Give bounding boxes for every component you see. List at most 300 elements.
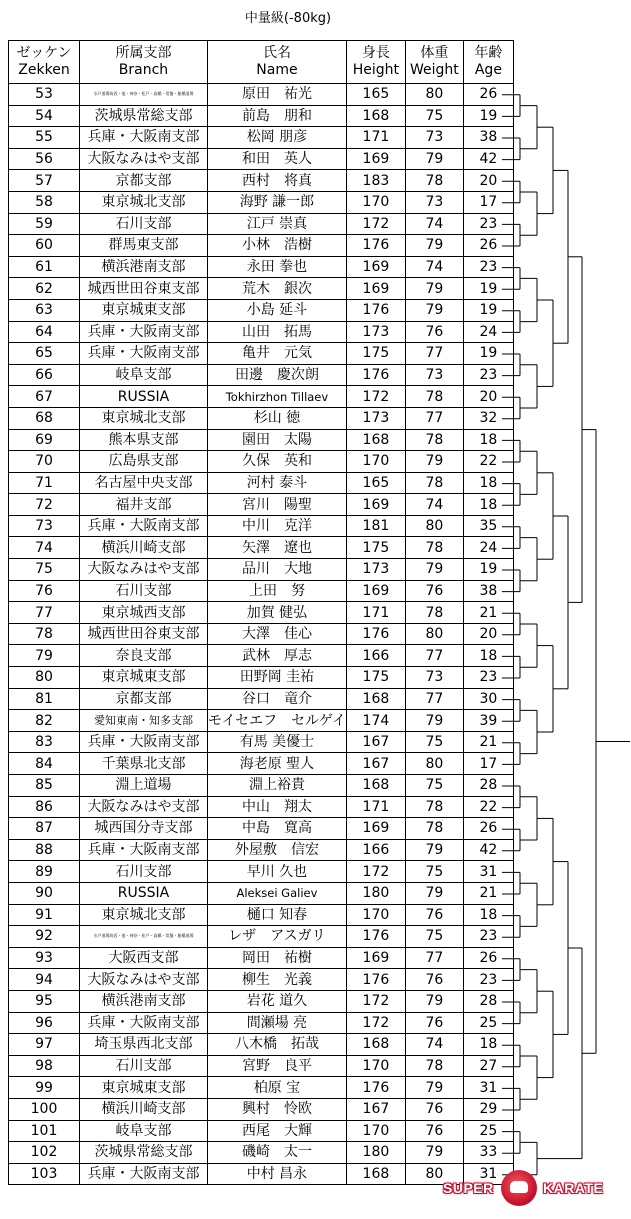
cell-branch: 名古屋中央支部	[80, 472, 208, 494]
cell-name: 田邊 慶次朗	[208, 364, 347, 386]
cell-zekken: 64	[9, 321, 80, 343]
cell-zekken: 89	[9, 861, 80, 883]
cell-name: 岡田 祐樹	[208, 947, 347, 969]
cell-name: 外屋敷 信宏	[208, 839, 347, 861]
cell-name: 磯崎 太一	[208, 1142, 347, 1164]
cell-weight: 74	[405, 1034, 463, 1056]
cell-height: 180	[346, 1142, 405, 1164]
cell-name: 間瀬場 亮	[208, 1012, 347, 1034]
cell-height: 166	[346, 839, 405, 861]
cell-branch: 広島県支部	[80, 451, 208, 473]
cell-zekken: 76	[9, 580, 80, 602]
cell-weight: 77	[405, 947, 463, 969]
cell-zekken: 103	[9, 1163, 80, 1185]
cell-height: 172	[346, 213, 405, 235]
cell-branch: 石川支部	[80, 580, 208, 602]
cell-branch: 大阪なみはや支部	[80, 969, 208, 991]
cell-age: 26	[463, 818, 513, 840]
cell-weight: 76	[405, 1012, 463, 1034]
cell-weight: 78	[405, 1055, 463, 1077]
cell-age: 23	[463, 256, 513, 278]
cell-branch: 石川支部	[80, 1055, 208, 1077]
cell-height: 168	[346, 1163, 405, 1185]
cell-age: 18	[463, 645, 513, 667]
cell-age: 18	[463, 904, 513, 926]
cell-height: 176	[346, 926, 405, 948]
cell-age: 18	[463, 429, 513, 451]
cell-branch: 埼玉県西北支部	[80, 1034, 208, 1056]
cell-zekken: 57	[9, 170, 80, 192]
cell-branch: 茨城県常総支部	[80, 105, 208, 127]
cell-name: Tokhirzhon Tillaev	[208, 386, 347, 408]
cell-height: 168	[346, 429, 405, 451]
cell-name: 矢澤 遼也	[208, 537, 347, 559]
cell-weight: 77	[405, 407, 463, 429]
cell-height: 175	[346, 343, 405, 365]
cell-name: 宮野 良平	[208, 1055, 347, 1077]
cell-name: 淵上裕貴	[208, 775, 347, 797]
title-text: 中量級(-80kg)	[244, 11, 332, 26]
cell-age: 18	[463, 494, 513, 516]
cell-branch: 愛知東南・知多支部	[80, 710, 208, 732]
cell-branch: RUSSIA	[80, 386, 208, 408]
cell-zekken: 101	[9, 1120, 80, 1142]
cell-weight: 73	[405, 667, 463, 689]
cell-age: 28	[463, 775, 513, 797]
cell-height: 176	[346, 299, 405, 321]
cell-weight: 78	[405, 386, 463, 408]
cell-height: 172	[346, 990, 405, 1012]
cell-weight: 79	[405, 451, 463, 473]
cell-branch: 東京城北支部	[80, 904, 208, 926]
cell-age: 19	[463, 343, 513, 365]
cell-branch: 岐阜支部	[80, 1120, 208, 1142]
cell-name: Aleksei Galiev	[208, 882, 347, 904]
cell-name: 河村 泰斗	[208, 472, 347, 494]
cell-branch: 大阪なみはや支部	[80, 796, 208, 818]
header-jp: 年齢	[474, 45, 503, 61]
cell-name: 小島 延斗	[208, 299, 347, 321]
cell-branch: 兵庫・大阪南支部	[80, 127, 208, 149]
cell-zekken: 68	[9, 407, 80, 429]
cell-weight: 78	[405, 818, 463, 840]
cell-height: 170	[346, 1055, 405, 1077]
cell-zekken: 100	[9, 1098, 80, 1120]
cell-age: 33	[463, 1142, 513, 1164]
cell-name: 武林 厚志	[208, 645, 347, 667]
cell-height: 180	[346, 882, 405, 904]
cell-name: 江戸 崇真	[208, 213, 347, 235]
cell-height: 181	[346, 515, 405, 537]
header-jp: 氏名	[262, 45, 291, 61]
cell-name: 大澤 佳心	[208, 623, 347, 645]
cell-zekken: 94	[9, 969, 80, 991]
cell-zekken: 61	[9, 256, 80, 278]
cell-age: 23	[463, 926, 513, 948]
cell-name: 海老原 聖人	[208, 753, 347, 775]
cell-zekken: 75	[9, 559, 80, 581]
cell-branch: 石川支部	[80, 861, 208, 883]
cell-age: 26	[463, 84, 513, 106]
cell-weight: 79	[405, 710, 463, 732]
cell-name: 西尾 大輝	[208, 1120, 347, 1142]
cell-age: 21	[463, 602, 513, 624]
cell-weight: 75	[405, 105, 463, 127]
cell-zekken: 102	[9, 1142, 80, 1164]
cell-branch: 福井支部	[80, 494, 208, 516]
cell-name: 杉山 徳	[208, 407, 347, 429]
cell-weight: 79	[405, 839, 463, 861]
cell-branch: RUSSIA	[80, 882, 208, 904]
header-en: Name	[256, 62, 298, 78]
cell-branch: 水戸道場筑西・他・神奈・松戸・高橋・常盤・船橋道場	[80, 84, 208, 106]
cell-age: 31	[463, 1163, 513, 1185]
cell-branch: 兵庫・大阪南支部	[80, 839, 208, 861]
cell-name: 亀井 元気	[208, 343, 347, 365]
cell-zekken: 81	[9, 688, 80, 710]
cell-zekken: 54	[9, 105, 80, 127]
cell-age: 22	[463, 451, 513, 473]
cell-name: 中村 昌永	[208, 1163, 347, 1185]
cell-weight: 75	[405, 731, 463, 753]
cell-zekken: 96	[9, 1012, 80, 1034]
header-jp: 体重	[420, 45, 449, 61]
cell-height: 168	[346, 688, 405, 710]
cell-name: 海野 謙一郎	[208, 191, 347, 213]
cell-zekken: 66	[9, 364, 80, 386]
cell-zekken: 60	[9, 235, 80, 257]
cell-name: モイセエフ セルゲイ	[208, 710, 347, 732]
cell-age: 21	[463, 731, 513, 753]
cell-branch: 大阪西支部	[80, 947, 208, 969]
cell-age: 25	[463, 1012, 513, 1034]
cell-height: 172	[346, 386, 405, 408]
cell-branch: 岐阜支部	[80, 364, 208, 386]
cell-weight: 80	[405, 1163, 463, 1185]
cell-height: 175	[346, 667, 405, 689]
cell-zekken: 79	[9, 645, 80, 667]
cell-name: 有馬 美優士	[208, 731, 347, 753]
cell-branch: 兵庫・大阪南支部	[80, 731, 208, 753]
cell-height: 172	[346, 861, 405, 883]
cell-branch: 東京城北支部	[80, 191, 208, 213]
header-jp: 身長	[361, 45, 390, 61]
cell-branch: 兵庫・大阪南支部	[80, 1012, 208, 1034]
cell-zekken: 63	[9, 299, 80, 321]
cell-weight: 75	[405, 926, 463, 948]
cell-branch: 京都支部	[80, 170, 208, 192]
cell-weight: 75	[405, 861, 463, 883]
cell-height: 174	[346, 710, 405, 732]
cell-branch: 東京城東支部	[80, 667, 208, 689]
header-en: Zekken	[18, 62, 70, 78]
cell-age: 31	[463, 861, 513, 883]
cell-age: 22	[463, 796, 513, 818]
cell-height: 169	[346, 494, 405, 516]
cell-name: 園田 太陽	[208, 429, 347, 451]
cell-branch: 兵庫・大阪南支部	[80, 515, 208, 537]
cell-height: 169	[346, 580, 405, 602]
header-en: Age	[474, 62, 502, 78]
cell-height: 166	[346, 645, 405, 667]
cell-branch: 兵庫・大阪南支部	[80, 343, 208, 365]
logo-text-right: KARATE	[543, 1180, 604, 1196]
cell-height: 172	[346, 1012, 405, 1034]
cell-name: 山田 拓馬	[208, 321, 347, 343]
cell-branch: 東京城西支部	[80, 602, 208, 624]
cell-name: 田野岡 圭祐	[208, 667, 347, 689]
cell-branch: 城西世田谷東支部	[80, 623, 208, 645]
header-en: Weight	[410, 62, 459, 78]
cell-zekken: 74	[9, 537, 80, 559]
header-en: Height	[352, 62, 400, 78]
cell-height: 169	[346, 947, 405, 969]
header-jp: 所属支部	[115, 45, 172, 61]
cell-branch: 熊本県支部	[80, 429, 208, 451]
cell-branch: 淵上道場	[80, 775, 208, 797]
cell-name: 原田 祐光	[208, 84, 347, 106]
cell-height: 171	[346, 602, 405, 624]
cell-zekken: 80	[9, 667, 80, 689]
cell-age: 30	[463, 688, 513, 710]
header-en: Branch	[118, 62, 169, 78]
cell-branch: 横浜川崎支部	[80, 1098, 208, 1120]
cell-weight: 79	[405, 235, 463, 257]
cell-weight: 75	[405, 775, 463, 797]
cell-height: 167	[346, 1098, 405, 1120]
cell-height: 171	[346, 796, 405, 818]
cell-branch: 兵庫・大阪南支部	[80, 321, 208, 343]
cell-height: 168	[346, 105, 405, 127]
cell-weight: 76	[405, 1098, 463, 1120]
cell-age: 17	[463, 191, 513, 213]
cell-height: 169	[346, 278, 405, 300]
cell-age: 26	[463, 235, 513, 257]
cell-height: 176	[346, 623, 405, 645]
cell-zekken: 59	[9, 213, 80, 235]
cell-age: 18	[463, 472, 513, 494]
cell-branch: 城西国分寺支部	[80, 818, 208, 840]
cell-age: 18	[463, 1034, 513, 1056]
cell-zekken: 72	[9, 494, 80, 516]
cell-height: 168	[346, 775, 405, 797]
cell-height: 165	[346, 472, 405, 494]
cell-height: 169	[346, 818, 405, 840]
cell-branch: 群馬東支部	[80, 235, 208, 257]
cell-weight: 79	[405, 1142, 463, 1164]
cell-name: 谷口 竜介	[208, 688, 347, 710]
cell-zekken: 87	[9, 818, 80, 840]
cell-weight: 74	[405, 256, 463, 278]
cell-height: 169	[346, 148, 405, 170]
cell-age: 32	[463, 407, 513, 429]
cell-zekken: 67	[9, 386, 80, 408]
cell-name: 小林 浩樹	[208, 235, 347, 257]
cell-height: 176	[346, 1077, 405, 1099]
cell-height: 170	[346, 191, 405, 213]
cell-zekken: 92	[9, 926, 80, 948]
cell-zekken: 62	[9, 278, 80, 300]
cell-zekken: 90	[9, 882, 80, 904]
cell-age: 38	[463, 580, 513, 602]
cell-zekken: 73	[9, 515, 80, 537]
cell-zekken: 70	[9, 451, 80, 473]
cell-name: 久保 英和	[208, 451, 347, 473]
cell-age: 42	[463, 148, 513, 170]
cell-weight: 78	[405, 170, 463, 192]
cell-name: 品川 大地	[208, 559, 347, 581]
cell-weight: 80	[405, 753, 463, 775]
cell-name: 松岡 朋彦	[208, 127, 347, 149]
cell-weight: 76	[405, 904, 463, 926]
cell-weight: 74	[405, 213, 463, 235]
cell-weight: 76	[405, 321, 463, 343]
cell-age: 38	[463, 127, 513, 149]
cell-age: 19	[463, 299, 513, 321]
cell-zekken: 77	[9, 602, 80, 624]
cell-weight: 77	[405, 645, 463, 667]
cell-weight: 76	[405, 1120, 463, 1142]
cell-age: 20	[463, 623, 513, 645]
cell-weight: 77	[405, 688, 463, 710]
cell-zekken: 71	[9, 472, 80, 494]
cell-weight: 79	[405, 559, 463, 581]
cell-zekken: 91	[9, 904, 80, 926]
cell-weight: 73	[405, 127, 463, 149]
cell-name: 西村 将真	[208, 170, 347, 192]
cell-height: 171	[346, 127, 405, 149]
cell-age: 39	[463, 710, 513, 732]
cell-weight: 73	[405, 191, 463, 213]
cell-age: 17	[463, 753, 513, 775]
cell-age: 23	[463, 667, 513, 689]
cell-height: 170	[346, 1120, 405, 1142]
cell-height: 168	[346, 1034, 405, 1056]
cell-age: 20	[463, 170, 513, 192]
cell-height: 176	[346, 235, 405, 257]
cell-weight: 79	[405, 299, 463, 321]
cell-branch: 東京城東支部	[80, 299, 208, 321]
cell-zekken: 86	[9, 796, 80, 818]
cell-weight: 79	[405, 990, 463, 1012]
cell-name: 前島 朋和	[208, 105, 347, 127]
cell-branch: 横浜港南支部	[80, 256, 208, 278]
cell-age: 23	[463, 213, 513, 235]
cell-zekken: 78	[9, 623, 80, 645]
cell-age: 25	[463, 1120, 513, 1142]
cell-zekken: 53	[9, 84, 80, 106]
cell-height: 173	[346, 407, 405, 429]
cell-zekken: 83	[9, 731, 80, 753]
cell-weight: 80	[405, 623, 463, 645]
cell-weight: 78	[405, 602, 463, 624]
cell-age: 19	[463, 105, 513, 127]
cell-age: 23	[463, 364, 513, 386]
cell-weight: 78	[405, 796, 463, 818]
cell-weight: 79	[405, 1077, 463, 1099]
cell-zekken: 65	[9, 343, 80, 365]
cell-name: 上田 努	[208, 580, 347, 602]
cell-name: 岩花 道久	[208, 990, 347, 1012]
cell-branch: 京都支部	[80, 688, 208, 710]
fist-icon	[501, 1170, 537, 1206]
cell-height: 175	[346, 537, 405, 559]
cell-height: 176	[346, 969, 405, 991]
cell-age: 24	[463, 321, 513, 343]
cell-height: 167	[346, 753, 405, 775]
cell-zekken: 97	[9, 1034, 80, 1056]
super-karate-logo	[438, 1176, 618, 1204]
cell-branch: 石川支部	[80, 213, 208, 235]
cell-zekken: 85	[9, 775, 80, 797]
cell-name: 柳生 光義	[208, 969, 347, 991]
cell-zekken: 82	[9, 710, 80, 732]
cell-name: 永田 拳也	[208, 256, 347, 278]
cell-height: 170	[346, 904, 405, 926]
cell-name: 荒木 銀次	[208, 278, 347, 300]
cell-branch: 大阪なみはや支部	[80, 559, 208, 581]
cell-age: 42	[463, 839, 513, 861]
cell-weight: 79	[405, 278, 463, 300]
cell-age: 24	[463, 537, 513, 559]
cell-zekken: 99	[9, 1077, 80, 1099]
cell-age: 23	[463, 969, 513, 991]
cell-zekken: 58	[9, 191, 80, 213]
cell-weight: 80	[405, 515, 463, 537]
cell-age: 20	[463, 386, 513, 408]
cell-branch: 奈良支部	[80, 645, 208, 667]
cell-zekken: 55	[9, 127, 80, 149]
cell-height: 176	[346, 364, 405, 386]
cell-weight: 79	[405, 148, 463, 170]
cell-age: 28	[463, 990, 513, 1012]
cell-zekken: 98	[9, 1055, 80, 1077]
cell-name: 八木橋 拓哉	[208, 1034, 347, 1056]
cell-zekken: 95	[9, 990, 80, 1012]
cell-name: 中川 克洋	[208, 515, 347, 537]
cell-name: 加賀 健弘	[208, 602, 347, 624]
cell-weight: 79	[405, 882, 463, 904]
cell-name: 中山 翔太	[208, 796, 347, 818]
cell-zekken: 88	[9, 839, 80, 861]
logo-text-left: SUPER	[443, 1180, 494, 1196]
cell-name: 中島 寛高	[208, 818, 347, 840]
cell-weight: 76	[405, 580, 463, 602]
cell-branch: 千葉県北支部	[80, 753, 208, 775]
cell-height: 170	[346, 451, 405, 473]
cell-age: 31	[463, 1077, 513, 1099]
cell-branch: 茨城県常総支部	[80, 1142, 208, 1164]
cell-age: 21	[463, 882, 513, 904]
cell-branch: 城西世田谷東支部	[80, 278, 208, 300]
cell-zekken: 84	[9, 753, 80, 775]
cell-weight: 76	[405, 969, 463, 991]
cell-name: 宮川 陽聖	[208, 494, 347, 516]
cell-branch: 兵庫・大阪南支部	[80, 1163, 208, 1185]
cell-weight: 78	[405, 537, 463, 559]
cell-height: 169	[346, 256, 405, 278]
cell-weight: 80	[405, 84, 463, 106]
cell-height: 173	[346, 559, 405, 581]
cell-zekken: 93	[9, 947, 80, 969]
cell-age: 26	[463, 947, 513, 969]
cell-height: 173	[346, 321, 405, 343]
cell-name: 樋口 知春	[208, 904, 347, 926]
cell-height: 165	[346, 84, 405, 106]
cell-name: 早川 久也	[208, 861, 347, 883]
cell-branch: 東京城北支部	[80, 407, 208, 429]
cell-branch: 横浜港南支部	[80, 990, 208, 1012]
